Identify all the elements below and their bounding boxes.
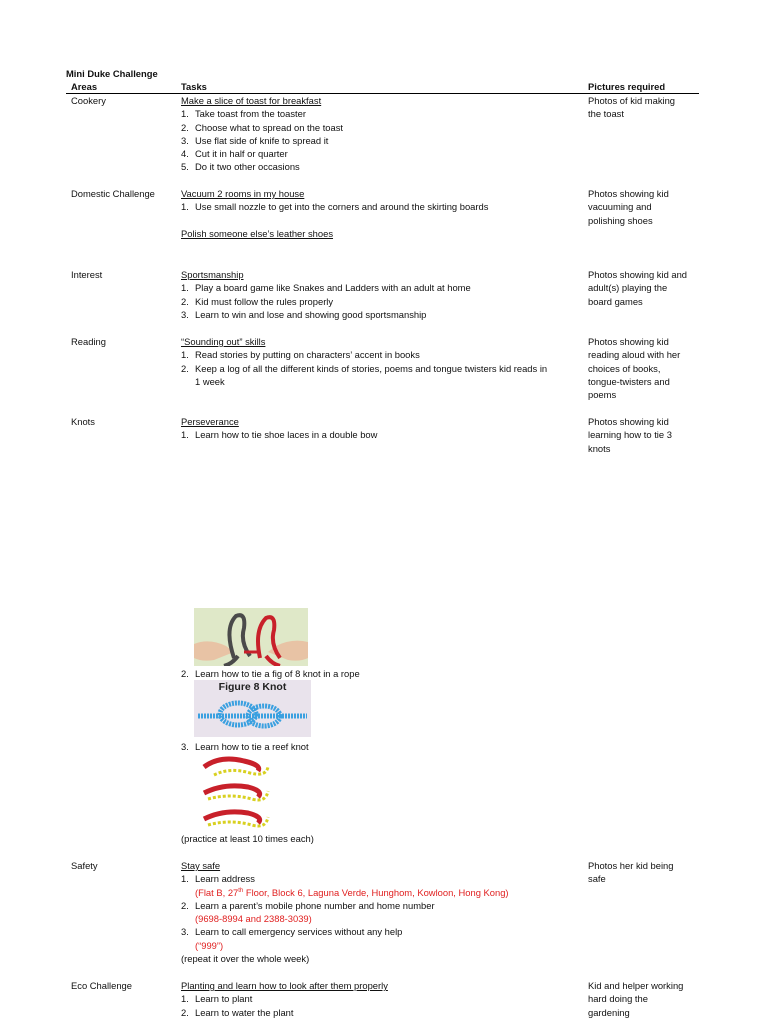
knots-item-2: 2. Learn how to tie a fig of 8 knot in a rope	[181, 668, 360, 679]
eco-list	[181, 992, 388, 1019]
reef-knot-step-3	[204, 812, 268, 826]
document-title: Mini Duke Challenge	[66, 68, 158, 79]
reef-knot-illustration	[200, 753, 270, 833]
list-item: 1. Learn how to tie shoe laces in a double bow	[181, 429, 378, 441]
list-item: 1. Play a board game like Snakes and Ladders with an adult at home	[181, 282, 471, 294]
header-pictures: Pictures required	[588, 81, 666, 92]
interest-tasks	[181, 268, 471, 321]
list-item: 2. Learn to water the plant	[181, 1006, 294, 1018]
reef-knot-image	[200, 753, 270, 833]
safety-note: (repeat it over the whole week)	[181, 953, 310, 965]
reef-knot-step-1	[204, 759, 268, 775]
cookery-list	[181, 107, 343, 173]
reading-pictures: Photos showing kid reading aloud with her choices of books, tongue-twisters and poems	[588, 336, 681, 401]
list-item: 3. Learn to call emergency services without any help	[181, 926, 403, 938]
list-item: 5. Do it two other occasions	[181, 161, 300, 173]
safety-emergency: (“999”)	[195, 939, 224, 951]
safety-heading: Stay safe	[181, 860, 221, 871]
list-item: 1. Learn address	[181, 873, 255, 885]
knots-tasks	[181, 415, 377, 442]
domestic-pictures: Photos showing kid vacuuming and polishing shoes	[588, 188, 669, 226]
header-areas: Areas	[71, 81, 98, 92]
reading-heading: “Sounding out” skills	[181, 336, 266, 347]
domestic-list	[181, 200, 488, 213]
area-eco: Eco Challenge	[71, 980, 132, 991]
reef-knot-step-2	[204, 786, 268, 800]
domestic-tasks	[181, 187, 488, 240]
list-item: 2. Choose what to spread on the toast	[181, 121, 344, 133]
cookery-pictures: Photos of kid making the toast	[588, 95, 676, 120]
list-item: 2. Kid must follow the rules properly	[181, 295, 334, 307]
list-item: 1. Use small nozzle to get into the corners and around the skirting boards	[181, 201, 489, 213]
area-safety: Safety	[71, 860, 98, 871]
list-item: 1. Take toast from the toaster	[181, 108, 306, 120]
area-cookery: Cookery	[71, 95, 106, 106]
list-item: 2. Keep a log of all the different kinds of stories, poems and tongue twisters kid reads in	[181, 362, 548, 374]
figure-8-knot-label: Figure 8 Knot	[218, 681, 287, 693]
figure-8-knot-image	[194, 680, 311, 737]
area-knots: Knots	[71, 416, 95, 427]
area-domestic: Domestic Challenge	[71, 188, 155, 199]
list-item: 3. Learn to win and lose and showing good sportsmanship	[181, 308, 427, 320]
safety-phones: (9698-8994 and 2388-3039)	[195, 913, 312, 925]
shoelace-bow-illustration	[194, 608, 308, 666]
knots-list	[181, 428, 377, 441]
eco-heading: Planting and learn how to look after them properly	[181, 980, 388, 991]
domestic-heading-2: Polish someone else’s leather shoes	[181, 227, 334, 239]
shoelace-bow-image	[194, 608, 308, 666]
header-tasks: Tasks	[181, 81, 207, 92]
reading-tasks	[181, 335, 547, 388]
safety-address: (Flat B, 27th Floor, Block 6, Laguna Verde, Hunghom, Kowloon, Hong Kong)	[195, 886, 509, 898]
list-item: 1. Read stories by putting on characters’ accent in books	[181, 349, 420, 361]
interest-heading: Sportsmanship	[181, 269, 244, 280]
area-interest: Interest	[71, 269, 103, 280]
knots-note: (practice at least 10 times each)	[181, 833, 314, 844]
knots-heading: Perseverance	[181, 416, 239, 427]
list-item-continuation: 1 week	[195, 375, 225, 387]
eco-tasks	[181, 979, 388, 1019]
area-reading: Reading	[71, 336, 106, 347]
list-item: 4. Cut it in half or quarter	[181, 148, 288, 160]
reading-list	[181, 348, 547, 388]
list-item: 2. Learn a parent’s mobile phone number and home number	[181, 899, 435, 911]
cookery-tasks	[181, 94, 343, 174]
safety-tasks	[181, 859, 509, 965]
interest-pictures: Photos showing kid and adult(s) playing the board games	[588, 269, 688, 307]
list-item: 3. Use flat side of knife to spread it	[181, 134, 329, 146]
cookery-heading: Make a slice of toast for breakfast	[181, 95, 322, 106]
knots-pictures: Photos showing kid learning how to tie 3 knots	[588, 416, 672, 454]
domestic-heading: Vacuum 2 rooms in my house	[181, 188, 305, 199]
knots-item-3: 3. Learn how to tie a reef knot	[181, 741, 309, 752]
eco-pictures: Kid and helper working hard doing the gardening	[588, 980, 684, 1018]
safety-pictures: Photos her kid being safe	[588, 860, 674, 885]
interest-list	[181, 281, 471, 321]
list-item: 1. Learn to plant	[181, 993, 253, 1005]
